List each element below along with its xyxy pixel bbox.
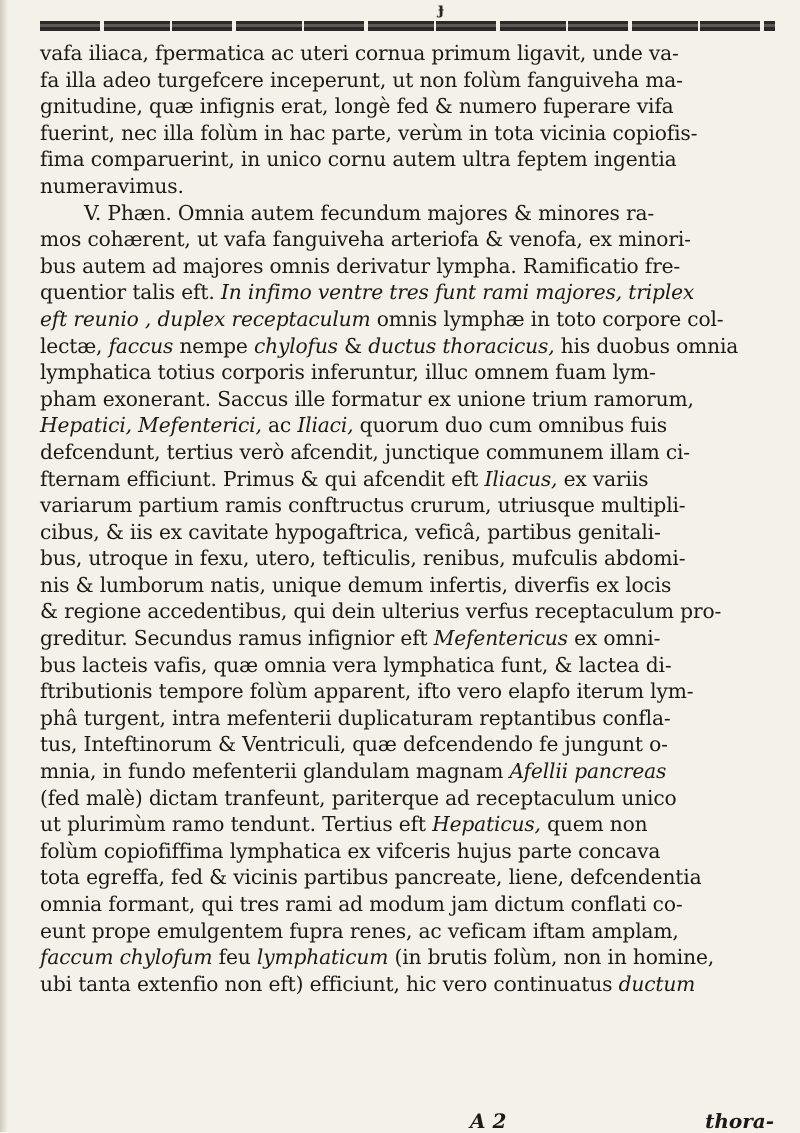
text-run: variarum partium ramis conftructus crurum, utriusque multipli- <box>40 493 686 518</box>
text-run: ubi tanta extenfio non eft) efficiunt, hic vero continuatus <box>40 971 619 996</box>
text-line <box>40 306 780 333</box>
italic-term: faccum chylofum <box>40 945 213 970</box>
text-line <box>40 253 780 280</box>
text-line <box>40 492 780 519</box>
text-line <box>40 93 780 120</box>
text-line <box>40 173 780 200</box>
text-run: gnitudine, quæ infignis erat, longè fed & numero fuperare vifa <box>40 94 674 119</box>
text-run: nis & lumborum natis, unique demum infertis, diverfis ex locis <box>40 572 672 597</box>
text-run: ex omni- <box>567 626 661 651</box>
text-line <box>40 279 780 306</box>
text-run: greditur. Secundus ramus infignior eft <box>40 626 434 651</box>
italic-term: chylofus <box>253 333 338 358</box>
text-run: fternam efficiunt. Primus & qui afcendit eft <box>40 466 485 491</box>
italic-term: eft reunio , duplex receptaculum <box>40 306 371 331</box>
italic-term: ductum <box>618 971 696 996</box>
text-line <box>40 67 780 94</box>
text-run: (fed malè) dictam tranfeunt, pariterque ad receptaculum unico <box>40 785 677 810</box>
text-run: fa illa adeo turgefcere inceperunt, ut non folùm fanguiveha ma- <box>40 67 683 92</box>
text-run: eunt prope emulgentem fupra renes, ac veficam iftam amplam, <box>40 918 679 943</box>
text-run: (in brutis folùm, non in homine, <box>388 945 715 970</box>
text-line <box>40 944 780 971</box>
text-line <box>40 811 780 838</box>
text-line <box>40 652 780 679</box>
text-run: bus autem ad majores omnis derivatur lympha. Ramificatio fre- <box>40 253 681 278</box>
text-line <box>40 359 780 386</box>
text-line <box>40 838 780 865</box>
italic-term: ductus thoracicus, <box>368 333 555 358</box>
text-line <box>40 412 780 439</box>
text-run: defcendunt, tertius verò afcendit, junctique communem illam ci- <box>40 439 690 464</box>
text-run: folùm copiofiffima lymphatica ex vifceris hujus parte concava <box>40 838 661 863</box>
text-line <box>40 545 780 572</box>
text-line <box>40 146 780 173</box>
italic-term: Hepaticus, <box>432 812 541 837</box>
italic-term: faccus <box>108 333 174 358</box>
text-line <box>40 625 780 652</box>
text-run: tus, Inteftinorum & Ventriculi, quæ defcendendo fe jungunt o- <box>40 732 668 757</box>
text-run: bus, utroque in fexu, utero, tefticulis, renibus, mufculis abdomi- <box>40 546 686 571</box>
text-run: vafa iliaca, fpermatica ac uteri cornua primum ligavit, unde va- <box>40 41 679 65</box>
italic-term: In infimo ventre tres funt rami majores, triplex <box>220 280 695 305</box>
text-line <box>40 439 780 466</box>
text-line <box>40 731 780 758</box>
text-run: ex variis <box>557 466 649 491</box>
text-line <box>40 864 780 891</box>
text-run: feu <box>212 945 257 970</box>
text-run: bus lacteis vafis, quæ omnia vera lymphatica funt, & lactea di- <box>40 652 672 677</box>
text-line <box>40 705 780 732</box>
italic-term: Mefentericus <box>433 626 568 651</box>
text-run: fima comparuerint, in unico cornu autem ultra feptem ingentia <box>40 147 677 172</box>
text-line <box>40 333 780 360</box>
text-line <box>40 785 780 812</box>
text-line <box>40 200 780 227</box>
text-line <box>40 386 780 413</box>
text-run: cibus, & iis ex cavitate hypogaftrica, veficâ, partibus genitali- <box>40 519 661 544</box>
text-line <box>40 971 780 998</box>
text-run: & <box>337 333 369 358</box>
text-run: omnia formant, qui tres rami ad modum jam dictum conflati co- <box>40 892 683 916</box>
text-line <box>40 758 780 785</box>
text-run: ut plurimùm ramo tendunt. Tertius eft <box>40 812 433 837</box>
text-run: mos cohærent, ut vafa fanguiveha arteriofa & venofa, ex minori- <box>40 227 691 252</box>
page-footer <box>40 1110 780 1132</box>
page-edge-shadow <box>0 0 8 1132</box>
text-run: ac <box>261 413 298 438</box>
italic-term: Iliacus, <box>484 466 558 491</box>
body-text <box>40 40 780 997</box>
text-run: his duobus omnia <box>554 333 739 358</box>
text-line <box>40 918 780 945</box>
text-run: lymphatica totius corporis inferuntur, illuc omnem fuam lym- <box>40 360 656 385</box>
italic-term: Hepatici, Mefenterici, <box>40 413 262 438</box>
text-run: & regione accedentibus, qui dein ulterius verfus receptaculum pro- <box>40 599 722 624</box>
text-line <box>40 572 780 599</box>
text-line <box>40 678 780 705</box>
text-line <box>40 891 780 918</box>
text-line <box>40 598 780 625</box>
text-run: pham exonerant. Saccus ille formatur ex unione trium ramorum, <box>40 386 694 411</box>
text-line <box>40 40 780 67</box>
text-run: ftributionis tempore folùm apparent, ifto vero elapfo iterum lym- <box>40 679 694 704</box>
text-run: mnia, in fundo mefenterii glandulam magnam <box>40 759 510 784</box>
text-run: numeravimus. <box>40 173 184 198</box>
text-run: phâ turgent, intra mefenterii duplicaturam reptantibus confla- <box>40 705 671 730</box>
italic-term: lymphaticum <box>256 945 389 970</box>
text-run: quem non <box>540 812 648 837</box>
text-run: tota egreffa, fed & vicinis partibus pancreate, liene, defcendentia <box>40 865 702 890</box>
header-rule <box>40 21 775 31</box>
catchword: thora- <box>705 1109 774 1133</box>
italic-term: Afellii pancreas <box>509 759 667 784</box>
italic-term: Iliaci, <box>297 413 354 438</box>
text-line <box>40 226 780 253</box>
text-line <box>40 120 780 147</box>
text-run: fuerint, nec illa folùm in hac parte, verùm in tota vicinia copiofis- <box>40 120 698 145</box>
text-run: omnis lymphæ in toto corpore col- <box>370 306 724 331</box>
text-line <box>40 519 780 546</box>
text-run: nempe <box>173 333 254 358</box>
text-run: V. Phæn. Omnia autem fecundum majores & minores ra- <box>84 200 655 225</box>
top-mark: ɟ <box>438 0 445 18</box>
text-run: quorum duo cum omnibus fuis <box>353 413 668 438</box>
text-run: quentior talis eft. <box>40 280 221 305</box>
text-line <box>40 466 780 493</box>
signature-mark: A 2 <box>470 1109 507 1133</box>
text-run: lectæ, <box>40 333 109 358</box>
